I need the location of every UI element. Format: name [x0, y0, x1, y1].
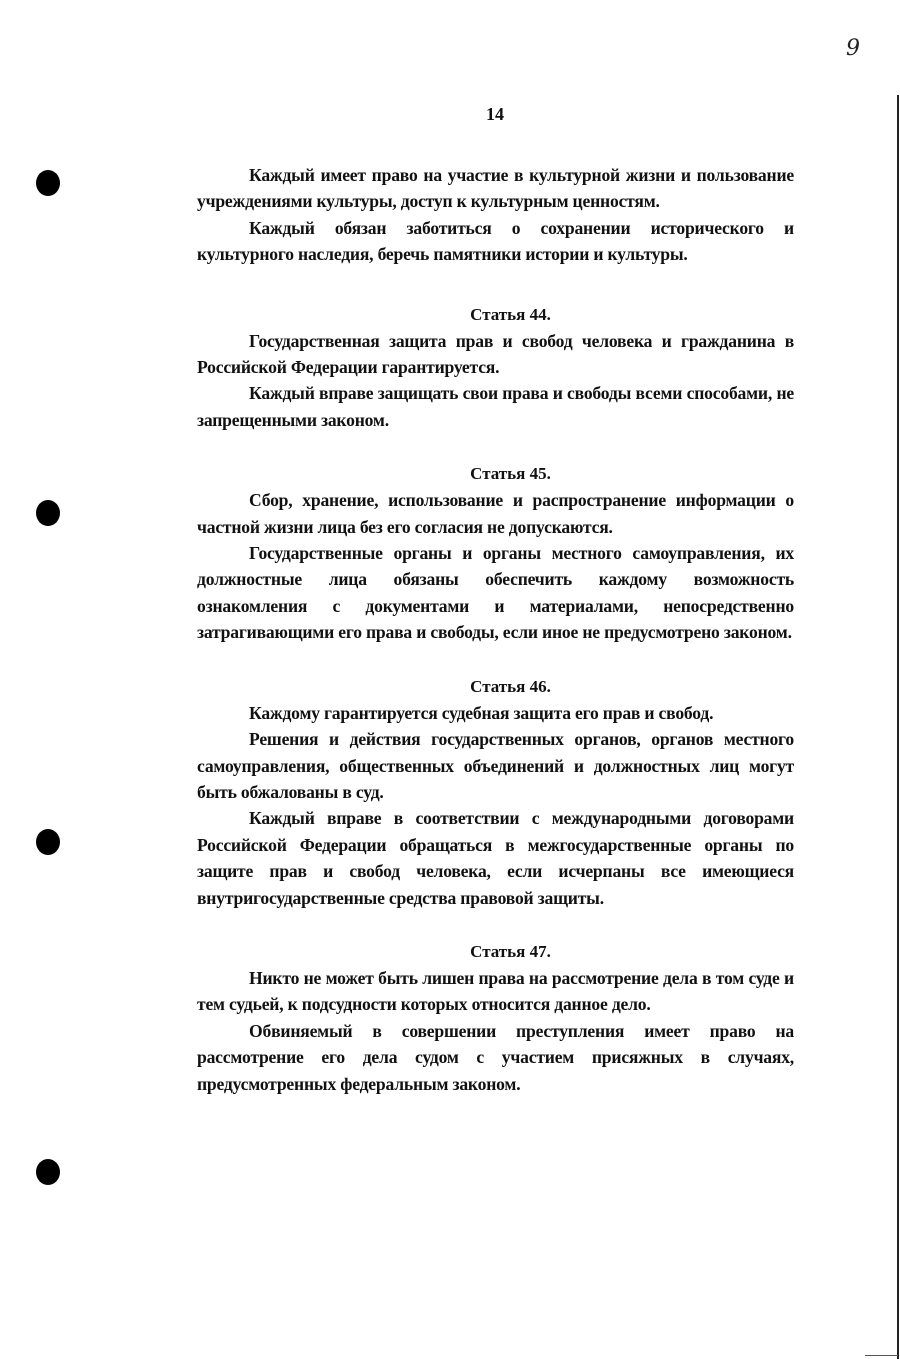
paragraph: Каждый имеет право на участие в культурной жизни и пользование учреждениями культуры, доступ к культурным ценностям. — [197, 165, 794, 212]
punch-hole — [36, 170, 60, 196]
paragraph: Сбор, хранение, использование и распространение информации о частной жизни лица без его согласия не допускаются. — [197, 490, 794, 537]
intro-section — [197, 162, 794, 268]
punch-hole — [36, 1159, 60, 1185]
paragraph: Государственные органы и органы местного самоуправления, их должностные лица обязаны обеспечить каждому возможность ознакомления с документами и материалами, непосредственно затрагивающими его права и свободы, если иное не предусмотрено законом. — [197, 543, 794, 643]
handwritten-folio-number: 9 — [846, 36, 860, 61]
paragraph: Каждому гарантируется судебная защита его прав и свобод. — [249, 702, 714, 723]
article-47 — [197, 939, 794, 1097]
punch-hole — [36, 829, 60, 855]
paragraph: Каждый обязан заботиться о сохранении исторического и культурного наследия, беречь памятники истории и культуры. — [197, 217, 794, 265]
paragraph: Государственная защита прав и свобод человека и гражданина в Российской Федерации гарантируется. — [197, 330, 794, 378]
article-44 — [197, 302, 794, 434]
paragraph: Каждый вправе в соответствии с международными договорами Российской Федерации обращаться в межгосударственные органы по защите прав и свобод человека, если исчерпаны все имеющиеся внутригосударственные средства правовой защиты. — [197, 808, 794, 908]
document-body — [197, 162, 794, 1097]
article-heading: Статья 45. — [470, 464, 551, 484]
page-edge-line — [897, 95, 899, 1359]
page-number: 14 — [486, 104, 504, 124]
article-45 — [197, 461, 794, 645]
paragraph: Никто не может быть лишен права на рассмотрение дела в том суде и тем судьей, к подсудности которых относится данное дело. — [197, 967, 794, 1015]
paragraph: Решения и действия государственных органов, органов местного самоуправления, общественных объединений и должностных лиц могут быть обжалованы в суд. — [197, 729, 794, 802]
article-46 — [197, 674, 794, 911]
page-edge-foot — [865, 1355, 898, 1356]
paragraph: Каждый вправе защищать свои права и свободы всеми способами, не запрещенными законом. — [197, 383, 794, 430]
paragraph: Обвиняемый в совершении преступления имеет право на рассмотрение его дела судом с участием присяжных в случаях, предусмотренных федеральным законом. — [197, 1020, 794, 1094]
punch-hole — [36, 500, 60, 526]
article-heading: Статья 46. — [470, 676, 551, 696]
article-heading: Статья 47. — [470, 941, 551, 961]
article-heading: Статья 44. — [470, 304, 551, 324]
